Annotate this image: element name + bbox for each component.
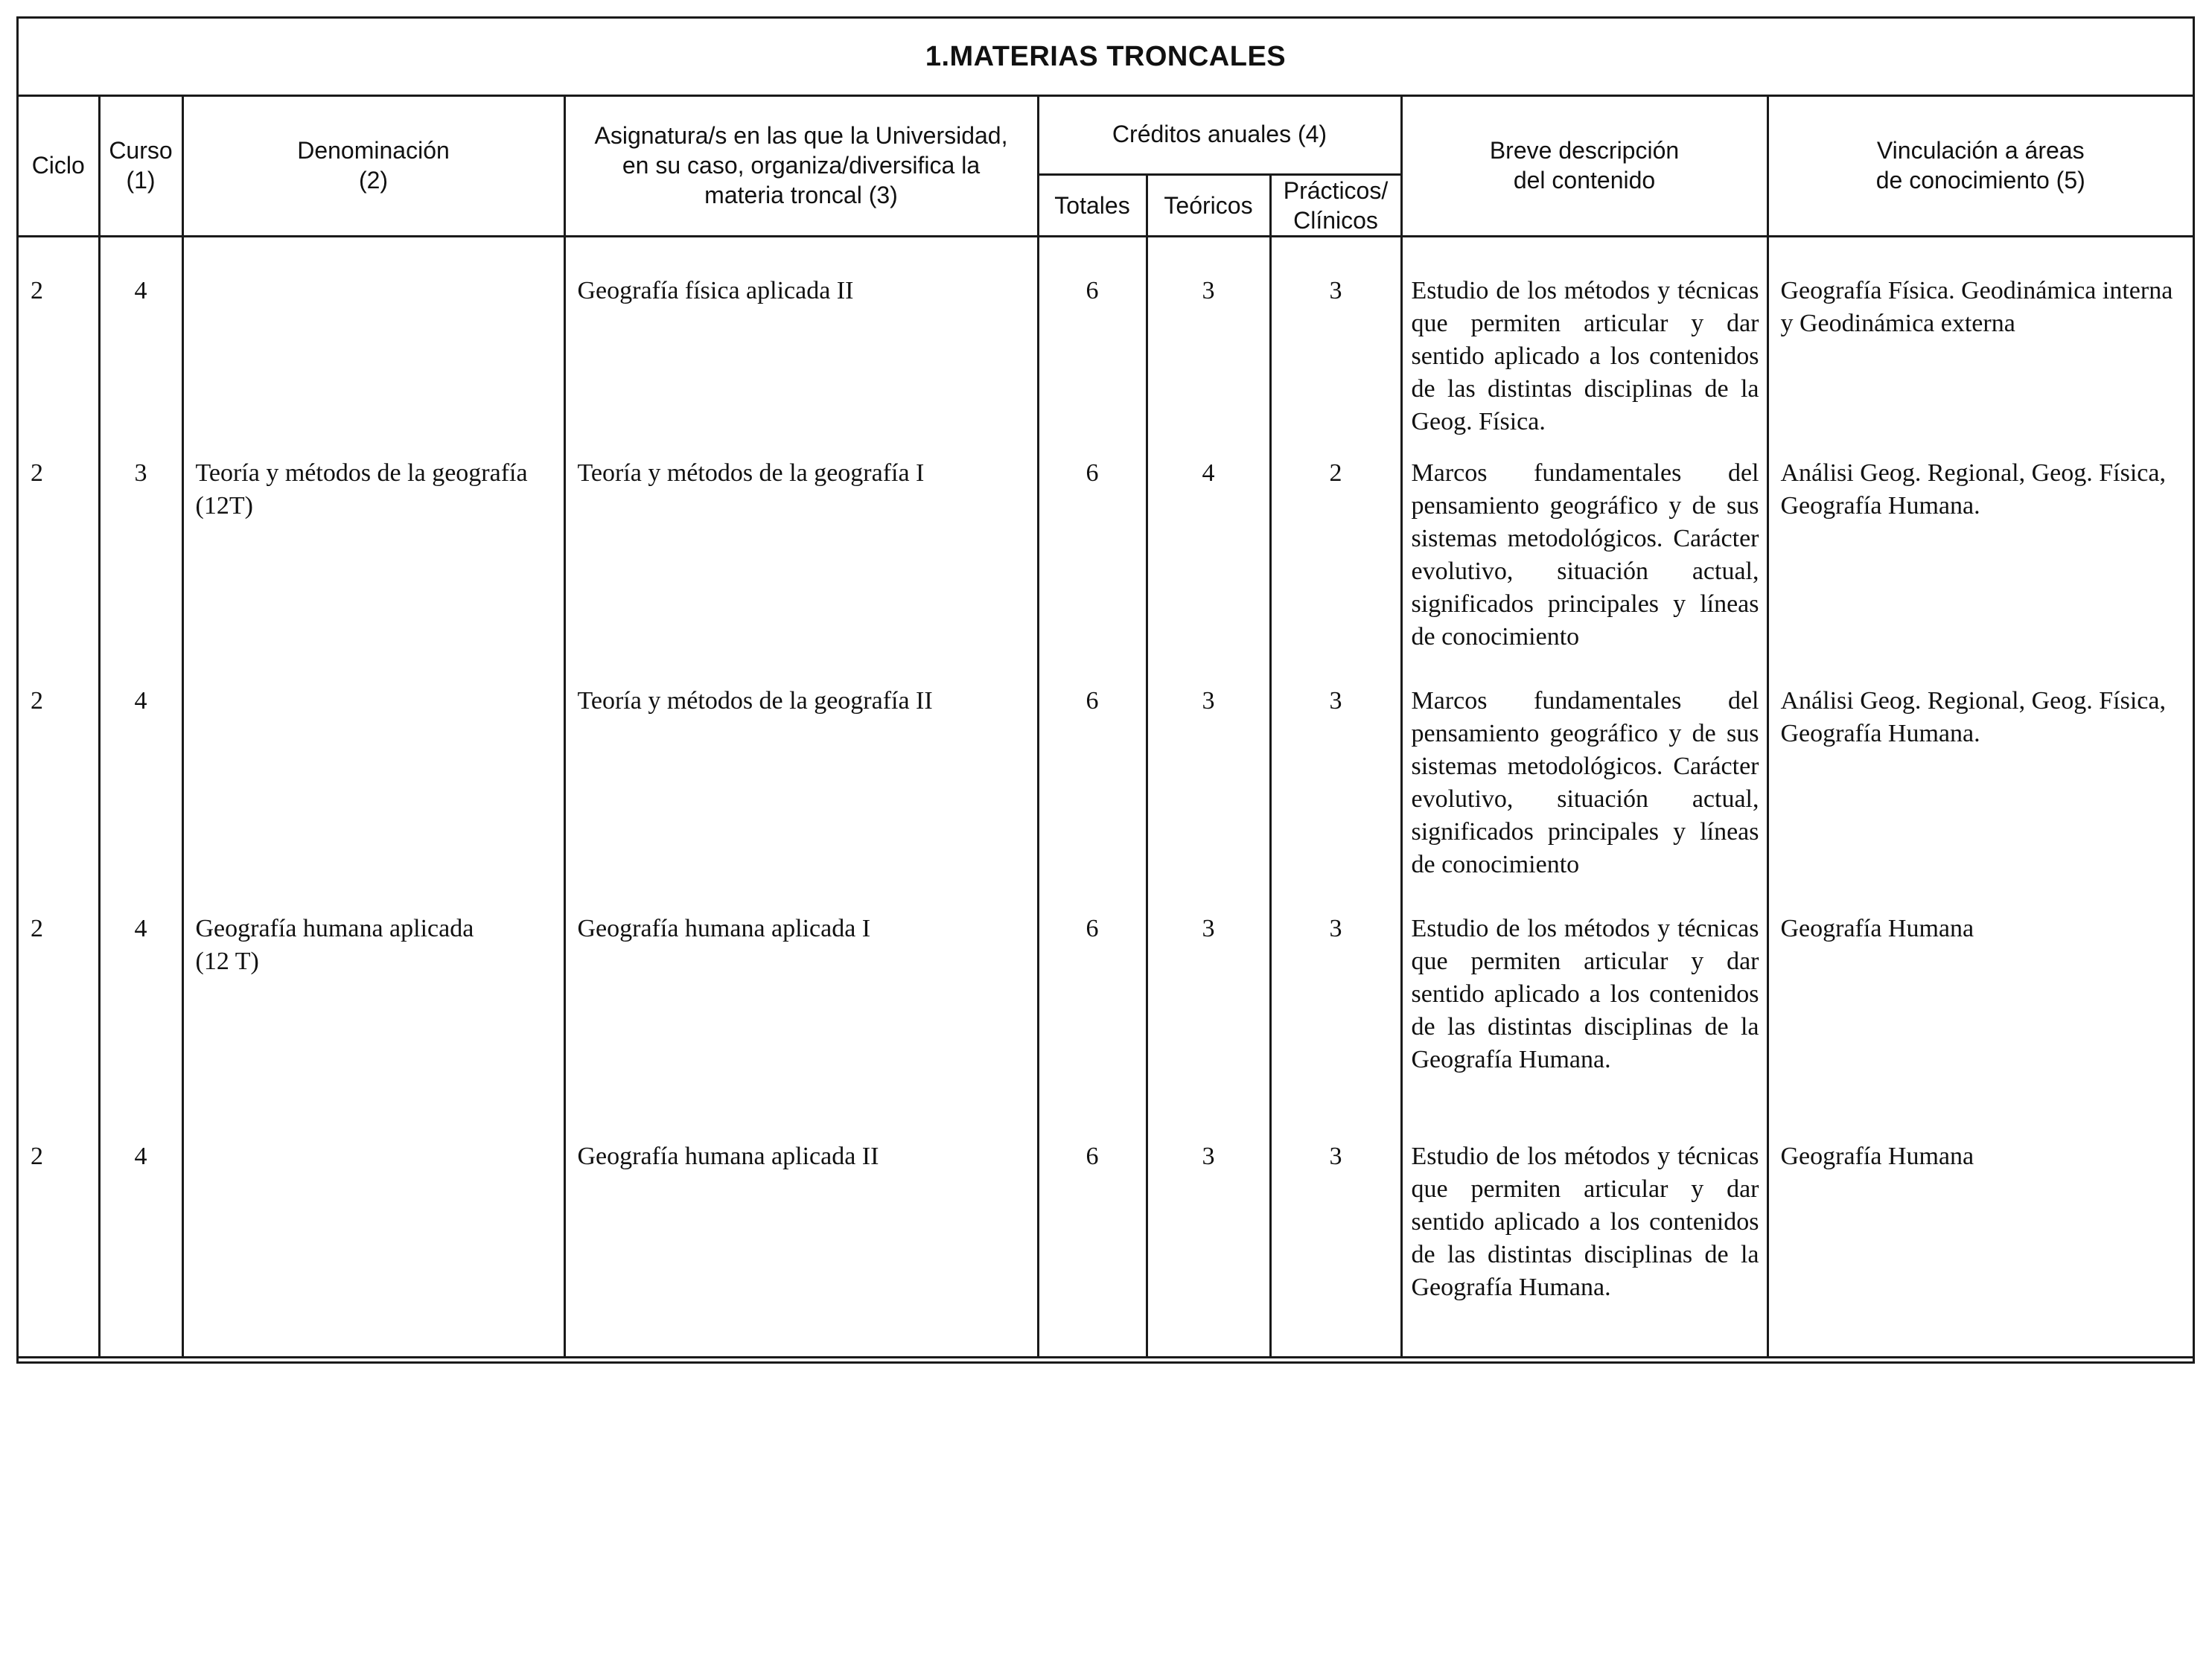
header-curso: Curso (1) xyxy=(99,95,182,237)
table-row xyxy=(19,237,2193,458)
materias-table xyxy=(19,95,2193,1358)
cell-denominacion xyxy=(182,685,564,913)
cell-ciclo: 2 xyxy=(19,913,99,1140)
cell-totales: 6 xyxy=(1038,685,1147,913)
cell-descripcion: Estudio de los métodos y técnicas que permiten articular y dar sentido aplicado a los contenidos de las distintas disciplinas de la Geog. Física. xyxy=(1401,237,1767,458)
cell-practicos: 2 xyxy=(1270,457,1401,685)
cell-vinculacion: Geografía Humana xyxy=(1767,1140,2193,1358)
table-row xyxy=(19,685,2193,913)
header-creditos: Créditos anuales (4) xyxy=(1038,95,1401,175)
title-row xyxy=(19,19,2193,97)
page-title: 1.MATERIAS TRONCALES xyxy=(925,40,1287,72)
cell-curso: 4 xyxy=(99,913,182,1140)
table-row xyxy=(19,913,2193,1140)
header-totales: Totales xyxy=(1038,175,1147,237)
cell-asignatura: Teoría y métodos de la geografía II xyxy=(564,685,1038,913)
cell-ciclo: 2 xyxy=(19,685,99,913)
cell-asignatura: Teoría y métodos de la geografía I xyxy=(564,457,1038,685)
cell-teoricos: 4 xyxy=(1147,457,1270,685)
header-vinculacion: Vinculación a áreas de conocimiento (5) xyxy=(1767,95,2193,237)
header-teoricos: Teóricos xyxy=(1147,175,1270,237)
cell-asignatura: Geografía física aplicada II xyxy=(564,237,1038,458)
cell-curso: 4 xyxy=(99,1140,182,1358)
troncales-document xyxy=(16,16,2195,1364)
cell-vinculacion: Análisi Geog. Regional, Geog. Física, Geografía Humana. xyxy=(1767,457,2193,685)
cell-totales: 6 xyxy=(1038,913,1147,1140)
cell-denominacion xyxy=(182,237,564,458)
cell-curso: 4 xyxy=(99,237,182,458)
cell-descripcion: Marcos fundamentales del pensamiento geográfico y de sus sistemas metodológicos. Carácter evolutivo, situación actual, significados principales y líneas de conocimiento xyxy=(1401,457,1767,685)
cell-denominacion xyxy=(182,1140,564,1358)
cell-teoricos: 3 xyxy=(1147,237,1270,458)
cell-practicos: 3 xyxy=(1270,237,1401,458)
cell-practicos: 3 xyxy=(1270,685,1401,913)
table-row xyxy=(19,457,2193,685)
cell-vinculacion: Análisi Geog. Regional, Geog. Física, Geografía Humana. xyxy=(1767,685,2193,913)
cell-totales: 6 xyxy=(1038,1140,1147,1358)
cell-practicos: 3 xyxy=(1270,913,1401,1140)
cell-vinculacion: Geografía Humana xyxy=(1767,913,2193,1140)
cell-practicos: 3 xyxy=(1270,1140,1401,1358)
header-denominacion: Denominación (2) xyxy=(182,95,564,237)
cell-curso: 4 xyxy=(99,685,182,913)
table-row xyxy=(19,1140,2193,1358)
header-descripcion: Breve descripción del contenido xyxy=(1401,95,1767,237)
cell-teoricos: 3 xyxy=(1147,913,1270,1140)
cell-ciclo: 2 xyxy=(19,1140,99,1358)
cell-vinculacion: Geografía Física. Geodinámica interna y Geodinámica externa xyxy=(1767,237,2193,458)
cell-descripcion: Estudio de los métodos y técnicas que permiten articular y dar sentido aplicado a los contenidos de las distintas disciplinas de la Geografía Humana. xyxy=(1401,1140,1767,1358)
cell-denominacion: Geografía humana aplicada (12 T) xyxy=(182,913,564,1140)
cell-denominacion: Teoría y métodos de la geografía (12T) xyxy=(182,457,564,685)
cell-curso: 3 xyxy=(99,457,182,685)
header-row xyxy=(19,95,2193,175)
header-asignatura: Asignatura/s en las que la Universidad, en su caso, organiza/diversifica la materia troncal (3) xyxy=(564,95,1038,237)
cell-asignatura: Geografía humana aplicada II xyxy=(564,1140,1038,1358)
header-ciclo: Ciclo xyxy=(19,95,99,237)
cell-ciclo: 2 xyxy=(19,237,99,458)
cell-totales: 6 xyxy=(1038,237,1147,458)
cell-teoricos: 3 xyxy=(1147,685,1270,913)
cell-ciclo: 2 xyxy=(19,457,99,685)
header-practicos: Prácticos/ Clínicos xyxy=(1270,175,1401,237)
cell-descripcion: Estudio de los métodos y técnicas que permiten articular y dar sentido aplicado a los contenidos de las distintas disciplinas de la Geografía Humana. xyxy=(1401,913,1767,1140)
cell-teoricos: 3 xyxy=(1147,1140,1270,1358)
cell-totales: 6 xyxy=(1038,457,1147,685)
cell-asignatura: Geografía humana aplicada I xyxy=(564,913,1038,1140)
cell-descripcion: Marcos fundamentales del pensamiento geográfico y de sus sistemas metodológicos. Carácter evolutivo, situación actual, significados principales y líneas de conocimiento xyxy=(1401,685,1767,913)
